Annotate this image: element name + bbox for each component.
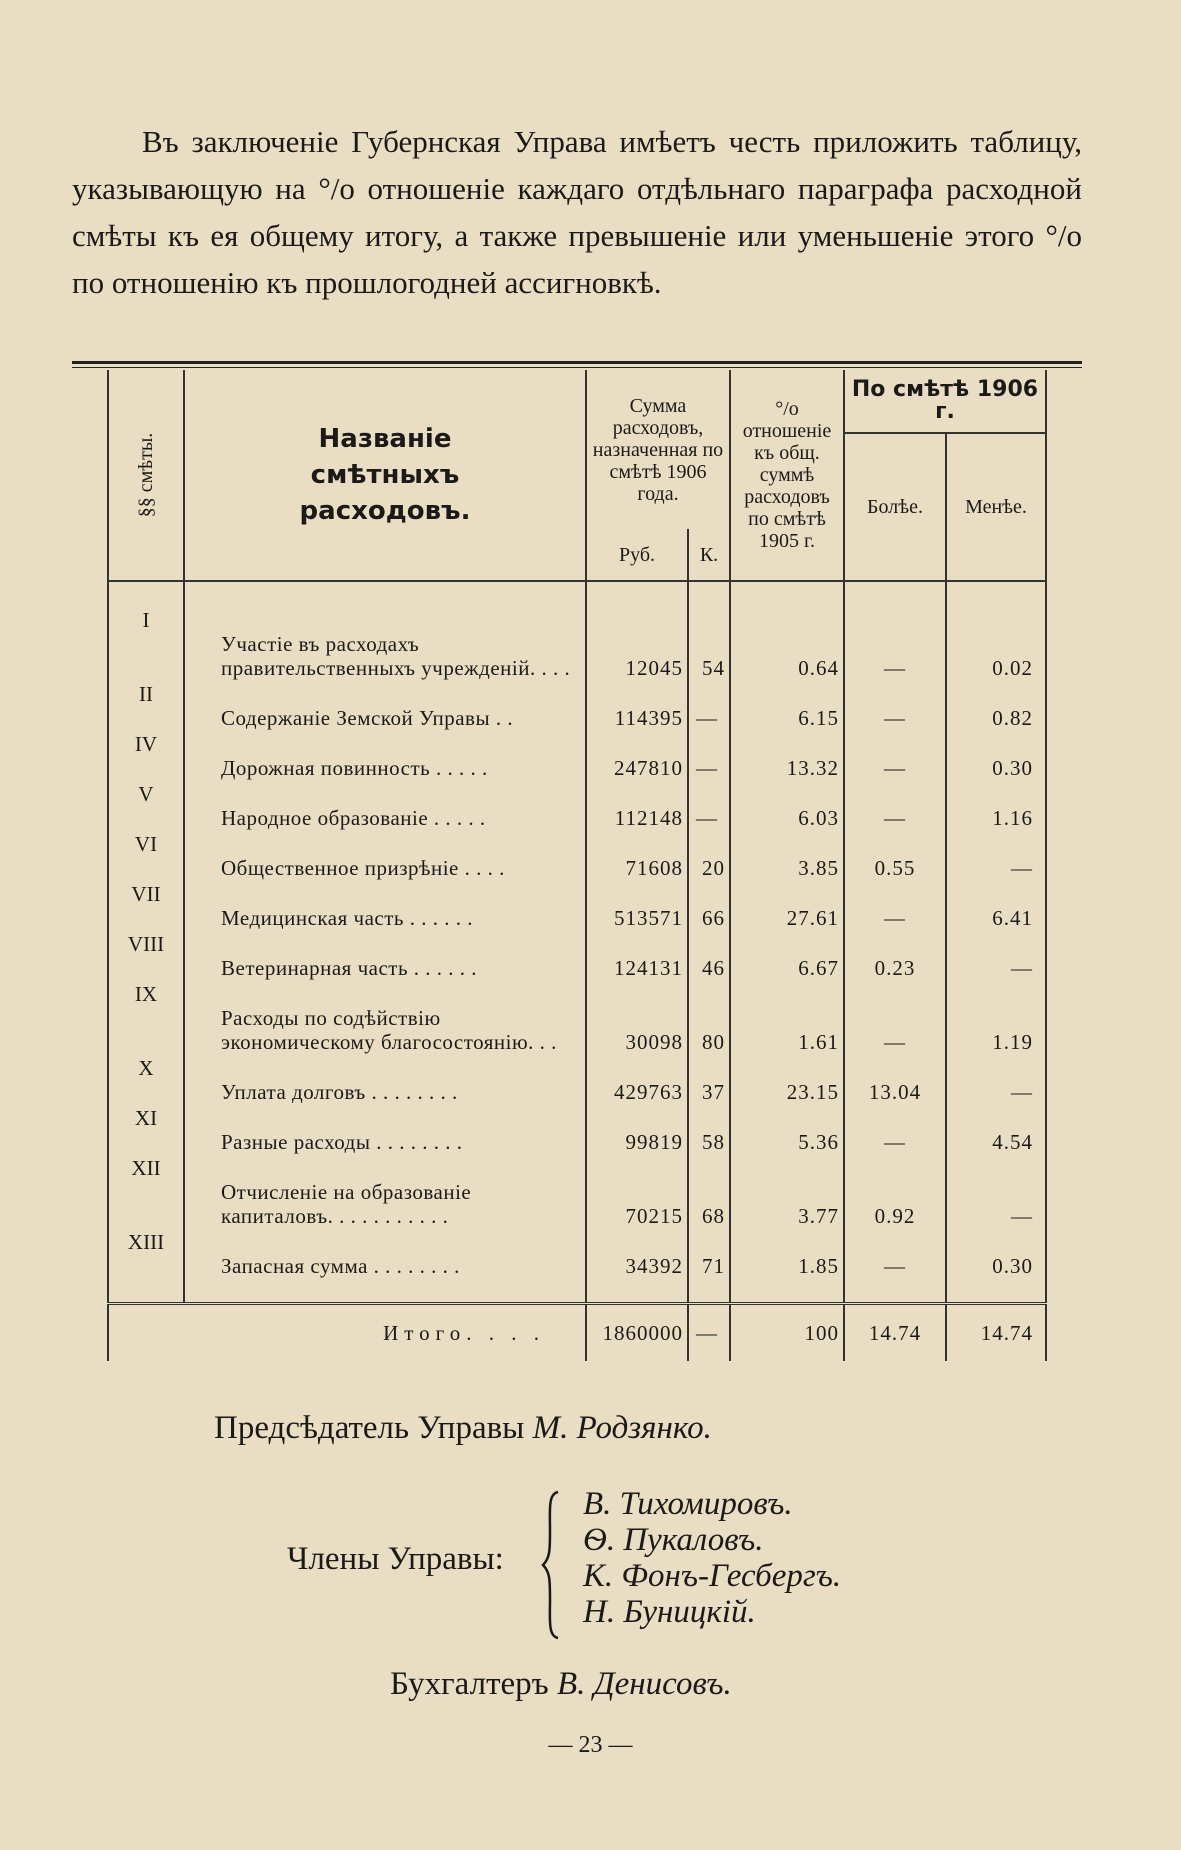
row-less: 1.19 — [946, 980, 1046, 1054]
row-number: IV — [108, 730, 184, 780]
row-more: 0.55 — [844, 830, 946, 880]
header-by-estimate-1906: По смѣтѣ 1906 г. — [844, 370, 1046, 433]
table-spacer-bottom — [72, 1278, 1082, 1304]
table-row — [72, 1054, 1082, 1104]
row-number: VI — [108, 830, 184, 880]
header-expense-name: Названіе смѣтныхъ расходовъ. — [184, 370, 586, 581]
row-percent: 5.36 — [730, 1104, 844, 1154]
chairman-signature — [214, 1410, 712, 1447]
row-number: VII — [108, 880, 184, 930]
members-list — [583, 1486, 841, 1630]
row-more: — — [844, 880, 946, 930]
row-kopecks: 66 — [688, 880, 730, 930]
row-less: 0.30 — [946, 1228, 1046, 1278]
table-row — [72, 880, 1082, 930]
row-rubles: 12045 — [586, 606, 688, 680]
row-kopecks: 20 — [688, 830, 730, 880]
row-name: Дорожная повинность . . . . . — [184, 730, 586, 780]
row-number: VIII — [108, 930, 184, 980]
row-less: — — [946, 1154, 1046, 1228]
members-label: Члены Управы: — [287, 1541, 504, 1577]
row-number: I — [108, 606, 184, 680]
table-row — [72, 1154, 1082, 1228]
row-more: — — [844, 1228, 946, 1278]
row-less: — — [946, 830, 1046, 880]
table-row — [72, 1104, 1082, 1154]
row-percent: 1.85 — [730, 1228, 844, 1278]
row-name: Участіе въ расходахъ правительственныхъ учрежденій. . . . — [184, 606, 586, 680]
row-less: — — [946, 1054, 1046, 1104]
row-rubles: 99819 — [586, 1104, 688, 1154]
row-percent: 27.61 — [730, 880, 844, 930]
row-more: — — [844, 680, 946, 730]
margin-cell — [72, 370, 108, 581]
row-name: Общественное призрѣніе . . . . — [184, 830, 586, 880]
row-less: 0.82 — [946, 680, 1046, 730]
table-top-rule — [72, 361, 1082, 364]
row-less: 0.02 — [946, 606, 1046, 680]
row-kopecks: 54 — [688, 606, 730, 680]
row-kopecks: 58 — [688, 1104, 730, 1154]
row-name: Ветеринарная часть . . . . . . — [184, 930, 586, 980]
row-percent: 13.32 — [730, 730, 844, 780]
row-name: Расходы по содѣйствію экономическому благосостоянію. . . — [184, 980, 586, 1054]
row-percent: 3.77 — [730, 1154, 844, 1228]
row-name: Разные расходы . . . . . . . . — [184, 1104, 586, 1154]
row-rubles: 112148 — [586, 780, 688, 830]
curly-brace-icon — [540, 1490, 562, 1640]
total-more: 14.74 — [844, 1304, 946, 1362]
row-percent: 3.85 — [730, 830, 844, 880]
row-rubles: 34392 — [586, 1228, 688, 1278]
row-kopecks: — — [688, 730, 730, 780]
page-number: — 23 — — [548, 1732, 633, 1758]
row-rubles: 30098 — [586, 980, 688, 1054]
row-rubles: 124131 — [586, 930, 688, 980]
row-number: II — [108, 680, 184, 730]
row-rubles: 114395 — [586, 680, 688, 730]
total-kopecks: — — [688, 1304, 730, 1362]
row-more: — — [844, 1104, 946, 1154]
row-rubles: 247810 — [586, 730, 688, 780]
row-number: XI — [108, 1104, 184, 1154]
chairman-title: Предсѣдатель Управы — [214, 1410, 525, 1446]
row-kopecks: 80 — [688, 980, 730, 1054]
row-kopecks: — — [688, 780, 730, 830]
table-row — [72, 780, 1082, 830]
member-name: К. Фонъ-Гесбергъ. — [583, 1558, 842, 1594]
row-rubles: 71608 — [586, 830, 688, 880]
total-percent: 100 — [730, 1304, 844, 1362]
table-row — [72, 606, 1082, 680]
row-kopecks: 68 — [688, 1154, 730, 1228]
row-number: V — [108, 780, 184, 830]
row-kopecks: — — [688, 680, 730, 730]
intro-paragraph: Въ заключеніе Губернская Управа имѣетъ честь приложить таблицу, указывающую на °/о отношеніе каждаго отдѣльнаго параграфа расходной смѣты къ ея общему итогу, а также превышеніе или уменьшеніе этого °/о по отношенію къ прошлогодней ассигновкѣ. — [72, 124, 1082, 300]
header-section-number: §§ смѣты. — [108, 370, 184, 581]
row-percent: 6.03 — [730, 780, 844, 830]
header-more: Болѣе. — [844, 433, 946, 581]
table-row — [72, 830, 1082, 880]
row-less: 6.41 — [946, 880, 1046, 930]
accountant-title: Бухгалтеръ — [390, 1666, 549, 1702]
row-percent: 23.15 — [730, 1054, 844, 1104]
row-rubles: 70215 — [586, 1154, 688, 1228]
table-row — [72, 730, 1082, 780]
row-more: — — [844, 780, 946, 830]
row-name: Отчисленіе на образованіе капиталовъ. . . . . . . . . . . — [184, 1154, 586, 1228]
row-number: IX — [108, 980, 184, 1054]
row-less: 0.30 — [946, 730, 1046, 780]
table-row — [72, 1228, 1082, 1278]
accountant-signature — [390, 1666, 732, 1703]
row-name: Медицинская часть . . . . . . — [184, 880, 586, 930]
row-percent: 0.64 — [730, 606, 844, 680]
member-name: В. Тихомировъ. — [583, 1486, 793, 1522]
row-more: — — [844, 980, 946, 1054]
table-row — [72, 680, 1082, 730]
total-label: Итого. . . . — [108, 1304, 586, 1362]
row-number: XII — [108, 1154, 184, 1228]
margin-cell-right — [1046, 370, 1082, 581]
accountant-name: В. Денисовъ. — [556, 1666, 732, 1702]
chairman-name: М. Родзянко. — [532, 1410, 712, 1446]
header-less: Менѣе. — [946, 433, 1046, 581]
row-more: 0.92 — [844, 1154, 946, 1228]
header-percent: °/о отношеніе къ общ. суммѣ расходовъ по смѣтѣ 1905 г. — [730, 370, 844, 581]
row-percent: 6.15 — [730, 680, 844, 730]
total-row — [72, 1304, 1082, 1362]
member-name: Ѳ. Пукаловъ. — [583, 1522, 764, 1558]
row-kopecks: 71 — [688, 1228, 730, 1278]
total-less: 14.74 — [946, 1304, 1046, 1362]
row-less: 1.16 — [946, 780, 1046, 830]
table-spacer — [72, 581, 1082, 606]
row-number: XIII — [108, 1228, 184, 1278]
table-row — [72, 980, 1082, 1054]
total-rubles: 1860000 — [586, 1304, 688, 1362]
member-name: Н. Буницкій. — [583, 1594, 756, 1630]
table-row — [72, 930, 1082, 980]
row-name: Народное образованіе . . . . . — [184, 780, 586, 830]
header-rubles: Руб. — [586, 529, 688, 581]
row-less: 4.54 — [946, 1104, 1046, 1154]
header-sum: Сумма расходовъ, назначенная по смѣтѣ 1906 года. — [586, 370, 730, 529]
row-more: 0.23 — [844, 930, 946, 980]
table-top-rule-thin — [72, 367, 1082, 368]
row-less: — — [946, 930, 1046, 980]
row-kopecks: 37 — [688, 1054, 730, 1104]
row-name: Содержаніе Земской Управы . . — [184, 680, 586, 730]
row-more: 13.04 — [844, 1054, 946, 1104]
row-more: — — [844, 606, 946, 680]
row-name: Запасная сумма . . . . . . . . — [184, 1228, 586, 1278]
expense-table — [72, 370, 1082, 1361]
header-kopecks: К. — [688, 529, 730, 581]
row-more: — — [844, 730, 946, 780]
row-name: Уплата долговъ . . . . . . . . — [184, 1054, 586, 1104]
row-number: X — [108, 1054, 184, 1104]
row-percent: 1.61 — [730, 980, 844, 1054]
row-percent: 6.67 — [730, 930, 844, 980]
row-rubles: 513571 — [586, 880, 688, 930]
row-rubles: 429763 — [586, 1054, 688, 1104]
row-kopecks: 46 — [688, 930, 730, 980]
